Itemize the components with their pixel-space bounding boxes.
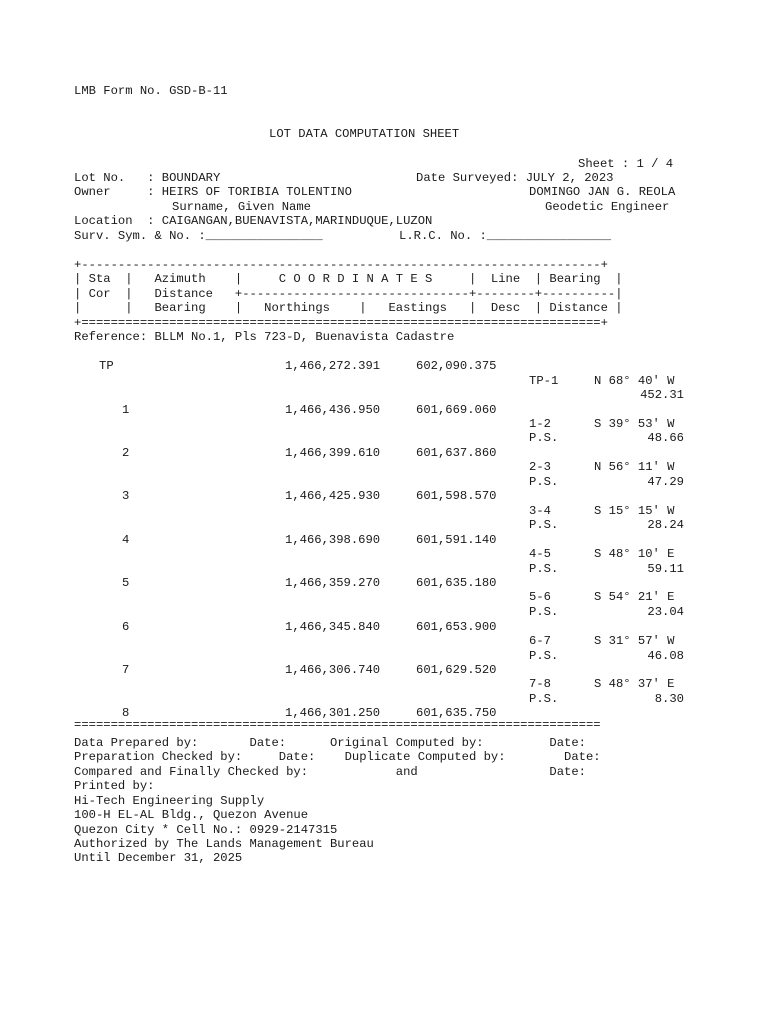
line-desc-type: P.S. (529, 431, 559, 445)
line-desc-type: P.S. (529, 605, 559, 619)
station-label: 1 (122, 403, 130, 417)
line-desc: 5-6 (529, 590, 551, 604)
line-desc-type: P.S. (529, 692, 559, 706)
station-northing: 1,466,436.950 (285, 403, 381, 417)
table-header-row-2: | Cor | Distance +-------------------------------+--------+----------| (74, 287, 623, 301)
line-desc: 7-8 (529, 677, 551, 691)
line-desc: 4-5 (529, 547, 551, 561)
station-label: 8 (122, 706, 130, 720)
station-easting: 601,653.900 (416, 620, 497, 634)
station-northing: 1,466,345.840 (285, 620, 381, 634)
date-surveyed: Date Surveyed: JULY 2, 2023 (416, 171, 614, 185)
line-distance: 8.30 (654, 692, 684, 706)
station-northing: 1,466,272.391 (285, 359, 381, 373)
station-label: 4 (122, 533, 130, 547)
table-bottom-border: +=======================================================================+ (74, 316, 608, 330)
station-northing: 1,466,301.250 (285, 706, 381, 720)
line-distance: 48.66 (647, 431, 684, 445)
table-end-rule: ======================================================================== (74, 718, 601, 732)
footer-printed-by: Printed by: (74, 779, 155, 793)
line-distance: 47.29 (647, 475, 684, 489)
line-bearing: S 48° 10' E (594, 547, 675, 561)
lrc-number: L.R.C. No. :_________________ (399, 229, 612, 243)
footer-checked: Preparation Checked by: Date: Duplicate Computed by: Date: (74, 750, 601, 764)
line-distance: 28.24 (647, 518, 684, 532)
engineer-title: Geodetic Engineer (545, 200, 670, 214)
line-bearing: S 39° 53' W (594, 417, 675, 431)
line-bearing: S 31° 57' W (594, 634, 675, 648)
station-easting: 601,598.570 (416, 489, 497, 503)
engineer-name: DOMINGO JAN G. REOLA (529, 185, 676, 199)
line-distance: 46.08 (647, 649, 684, 663)
line-bearing: S 54° 21' E (594, 590, 675, 604)
line-desc-type: P.S. (529, 518, 559, 532)
line-desc-type: P.S. (529, 475, 559, 489)
station-label: 5 (122, 576, 130, 590)
table-header-row-1: | Sta | Azimuth | C O O R D I N A T E S | Line | Bearing | (74, 272, 623, 286)
lot-number: Lot No. : BOUNDARY (74, 171, 221, 185)
footer-until: Until December 31, 2025 (74, 851, 243, 865)
station-easting: 601,591.140 (416, 533, 497, 547)
location: Location : CAIGANGAN,BUENAVISTA,MARINDUQUE,LUZON (74, 214, 433, 228)
line-desc: 2-3 (529, 460, 551, 474)
station-northing: 1,466,399.610 (285, 446, 381, 460)
line-desc: TP-1 (529, 374, 559, 388)
station-northing: 1,466,306.740 (285, 663, 381, 677)
owner-hint: Surname, Given Name (172, 200, 311, 214)
station-easting: 602,090.375 (416, 359, 497, 373)
line-desc-type: P.S. (529, 649, 559, 663)
station-label: 2 (122, 446, 130, 460)
station-easting: 601,635.750 (416, 706, 497, 720)
station-easting: 601,635.180 (416, 576, 497, 590)
station-label: TP (99, 359, 114, 373)
station-label: 6 (122, 620, 130, 634)
survey-symbol: Surv. Sym. & No. :________________ (74, 229, 323, 243)
line-bearing: S 48° 37' E (594, 677, 675, 691)
line-desc: 3-4 (529, 504, 551, 518)
station-northing: 1,466,398.690 (285, 533, 381, 547)
line-bearing: N 68° 40' W (594, 374, 675, 388)
table-top-border: +-----------------------------------------------------------------------+ (74, 258, 608, 272)
line-bearing: N 56° 11' W (594, 460, 675, 474)
line-bearing: S 15° 15' W (594, 504, 675, 518)
footer-address-2: Quezon City * Cell No.: 0929-2147315 (74, 823, 338, 837)
line-distance: 59.11 (647, 562, 684, 576)
form-number: LMB Form No. GSD-B-11 (74, 84, 228, 98)
line-desc: 6-7 (529, 634, 551, 648)
line-desc-type: P.S. (529, 562, 559, 576)
reference: Reference: BLLM No.1, Pls 723-D, Buenavista Cadastre (74, 330, 455, 344)
footer-printer: Hi-Tech Engineering Supply (74, 794, 265, 808)
station-label: 3 (122, 489, 130, 503)
line-distance: 23.04 (647, 605, 684, 619)
footer-authorized: Authorized by The Lands Management Bureau (74, 837, 374, 851)
station-easting: 601,669.060 (416, 403, 497, 417)
line-distance: 452.31 (640, 388, 684, 402)
footer-prepared: Data Prepared by: Date: Original Computed by: Date: (74, 736, 586, 750)
sheet-number: Sheet : 1 / 4 (578, 157, 674, 171)
line-desc: 1-2 (529, 417, 551, 431)
station-easting: 601,637.860 (416, 446, 497, 460)
station-northing: 1,466,425.930 (285, 489, 381, 503)
station-northing: 1,466,359.270 (285, 576, 381, 590)
footer-address-1: 100-H EL-AL Bldg., Quezon Avenue (74, 808, 309, 822)
station-label: 7 (122, 663, 130, 677)
page-title: LOT DATA COMPUTATION SHEET (269, 127, 460, 141)
table-header-row-3: | | Bearing | Northings | Eastings | Desc | Distance | (74, 301, 623, 315)
footer-compared: Compared and Finally Checked by: and Date: (74, 765, 586, 779)
station-easting: 601,629.520 (416, 663, 497, 677)
owner: Owner : HEIRS OF TORIBIA TOLENTINO (74, 185, 352, 199)
